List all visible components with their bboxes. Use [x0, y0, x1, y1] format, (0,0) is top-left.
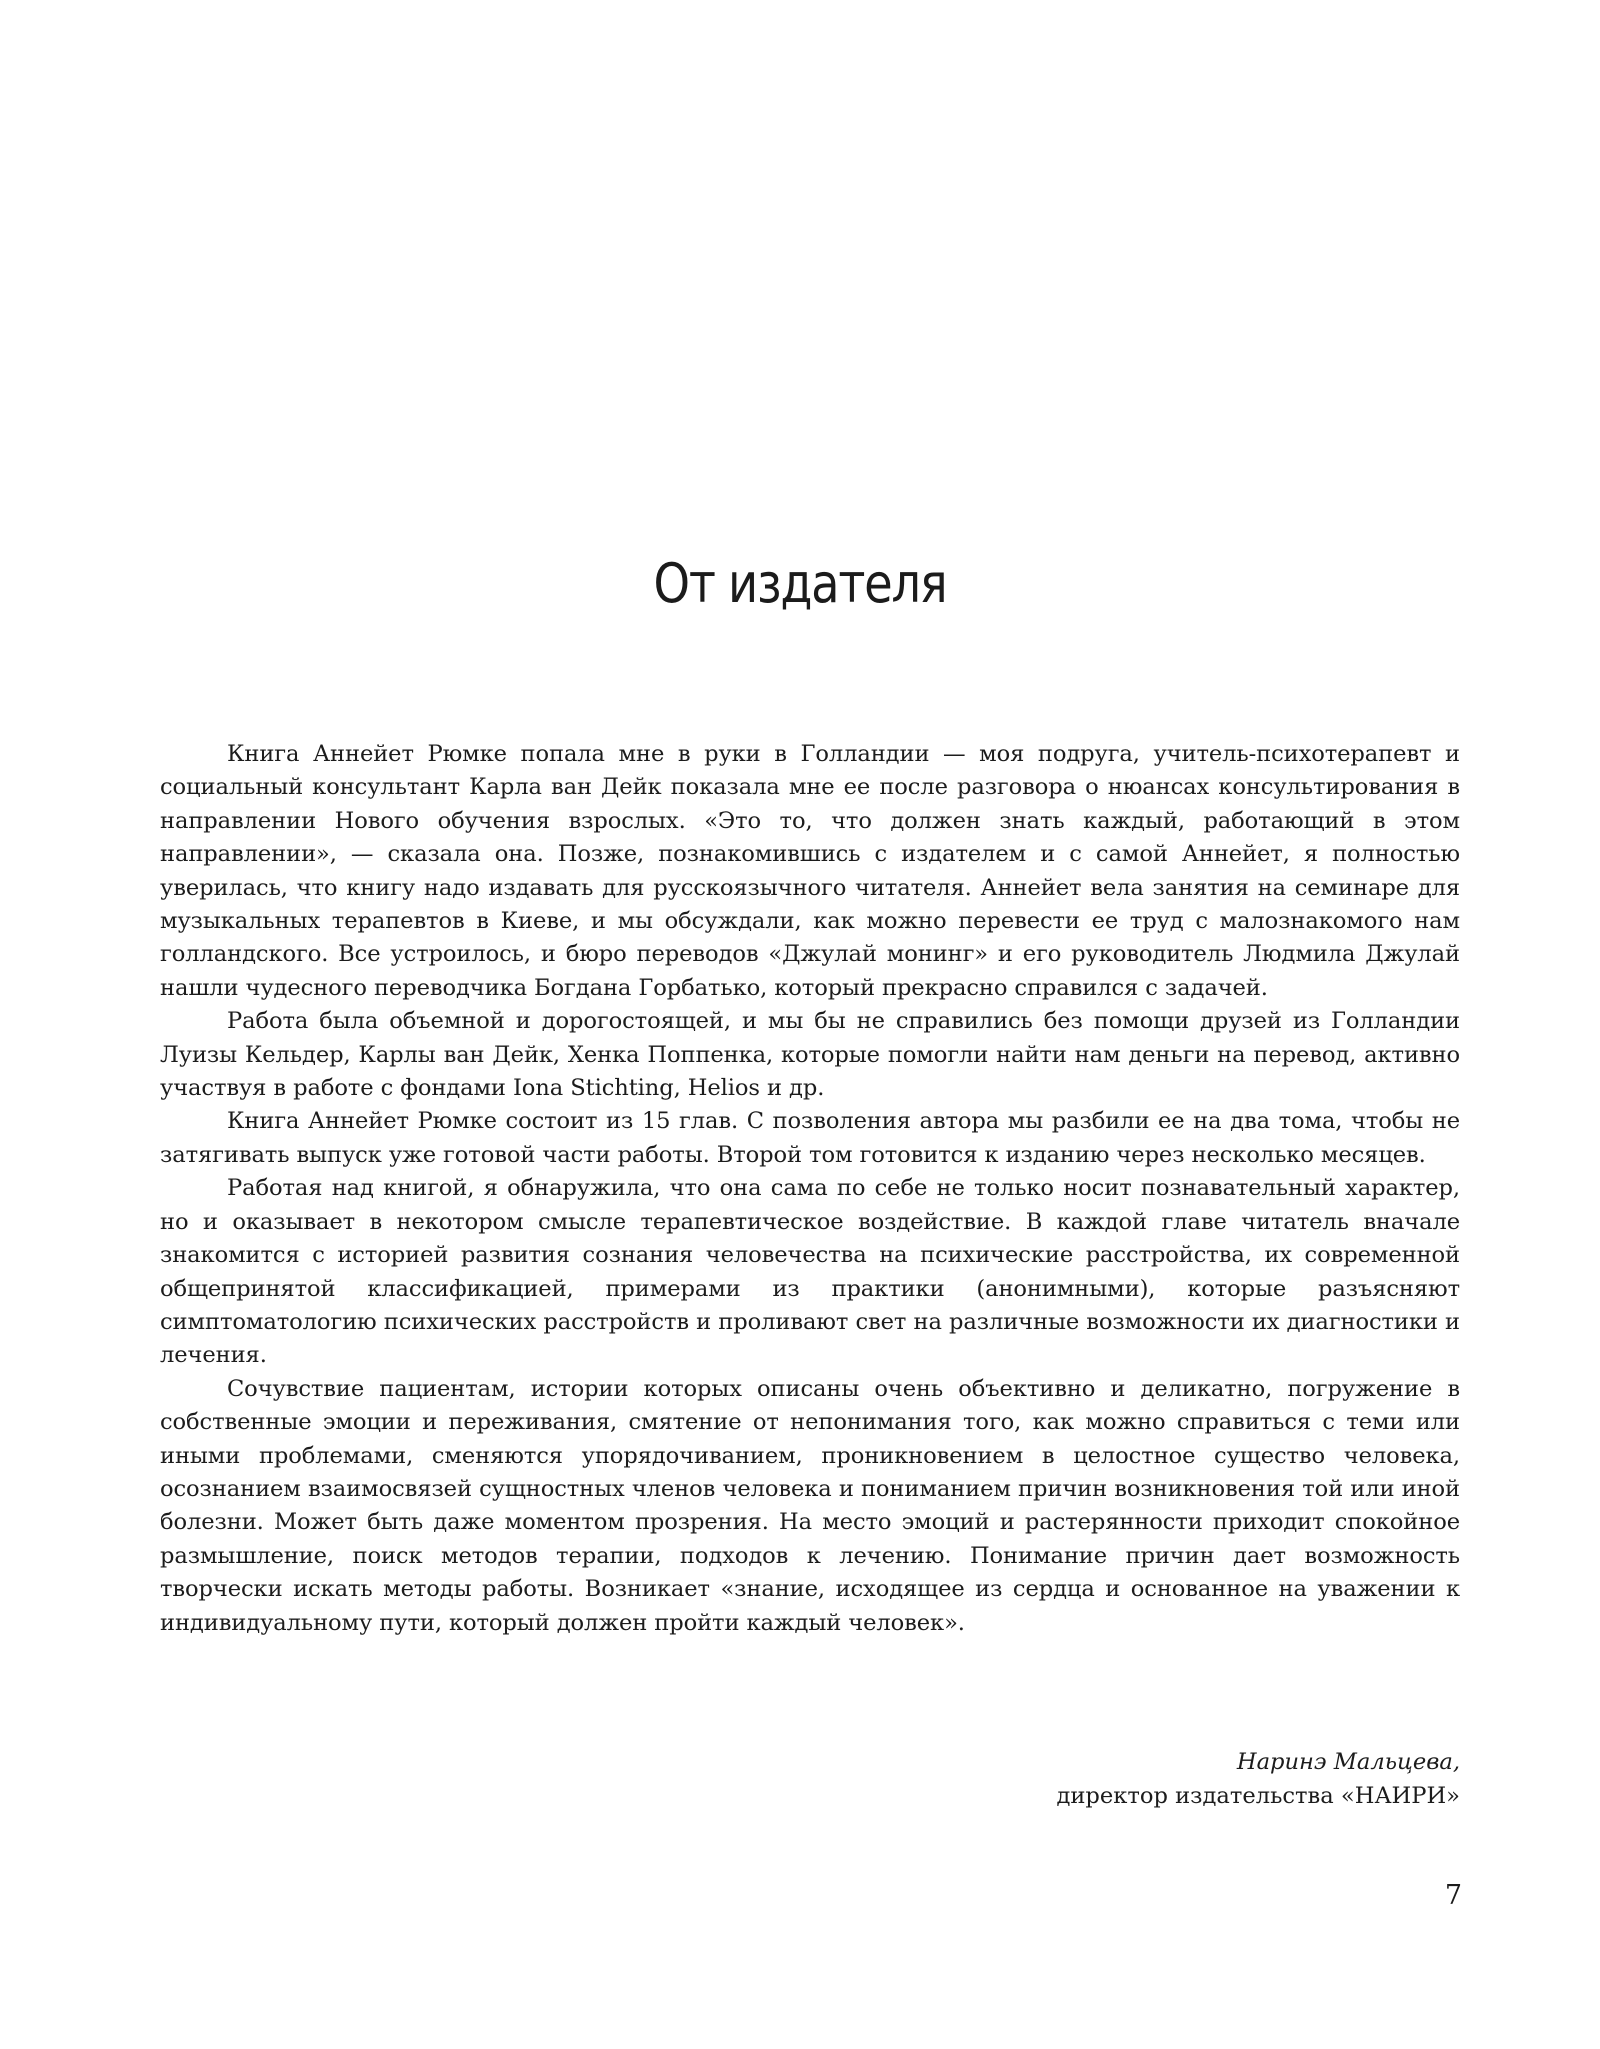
signature-position: директор издательства «НАИРИ»: [1056, 1783, 1460, 1809]
body-text: [160, 738, 1460, 1640]
paragraph: Сочувствие пациентам, истории которых описаны очень объективно и деликатно, погружение в собственные эмоции и переживания, смятение от непонимания того, как можно справиться с теми или иными проблемами, сменяются упорядочиванием, проникновением в целостное существо человека, осознанием взаимосвязей сущностных членов человека и пониманием причин возникновения той или иной болезни. Может быть даже моментом прозрения. На место эмоций и растерянности приходит спокойное размышление, поиск методов терапии, подходов к лечению. Понимание причин дает возможность творчески искать методы работы. Возникает «знание, исходящее из сердца и основанное на уважении к индивидуальному пути, который должен пройти каждый человек».: [160, 1375, 1460, 1636]
paragraph: Книга Аннейет Рюмке состоит из 15 глав. С позволения автора мы разбили ее на два тома, чтобы не затягивать выпуск уже готовой части работы. Второй том готовится к изданию через несколько месяцев.: [160, 1108, 1460, 1168]
page-number: 7: [1444, 1880, 1462, 1911]
paragraph: Книга Аннейет Рюмке попала мне в руки в Голландии — моя подруга, учитель-психотерапевт и социальный консультант Карла ван Дейк показала мне ее после разговора о нюансах консультирования в направлении Нового обучения взрослых. «Это то, что должен знать каждый, работающий в этом направлении», — сказала она. Позже, познакомившись с издателем и с самой Аннейет, я полностью уверилась, что книгу надо издавать для русскоязычного читателя. Аннейет вела занятия на семинаре для музыкальных терапевтов в Киеве, и мы обсуждали, как можно перевести ее труд с малознакомого нам голландского. Все устроилось, и бюро переводов «Джулай монинг» и его руководитель Людмила Джулай нашли чудесного переводчика Богдана Горбатько, который прекрасно справился с задачей.: [160, 741, 1460, 1001]
paragraph: Работа была объемной и дорогостоящей, и мы бы не справились без помощи друзей из Голландии Луизы Кельдер, Карлы ван Дейк, Хенка Поппенка, которые помогли найти нам деньги на перевод, активно участвуя в работе с фондами Iona Stichting, Helios и др.: [160, 1008, 1460, 1102]
signature-block: [1056, 1745, 1460, 1813]
page-title: От издателя: [653, 552, 947, 616]
paragraph: Работая над книгой, я обнаружила, что она сама по себе не только носит познавательный характер, но и оказывает в некотором смысле терапевтическое воздействие. В каждой главе читатель вначале знакомится с историей развития сознания человечества на психические расстройства, их современной общепринятой классификацией, примерами из практики (анонимными), которые разъясняют симптоматологию психических расстройств и проливают свет на различные возможности их диагностики и лечения.: [160, 1175, 1460, 1369]
signature-name: Наринэ Мальцева,: [1236, 1749, 1460, 1775]
